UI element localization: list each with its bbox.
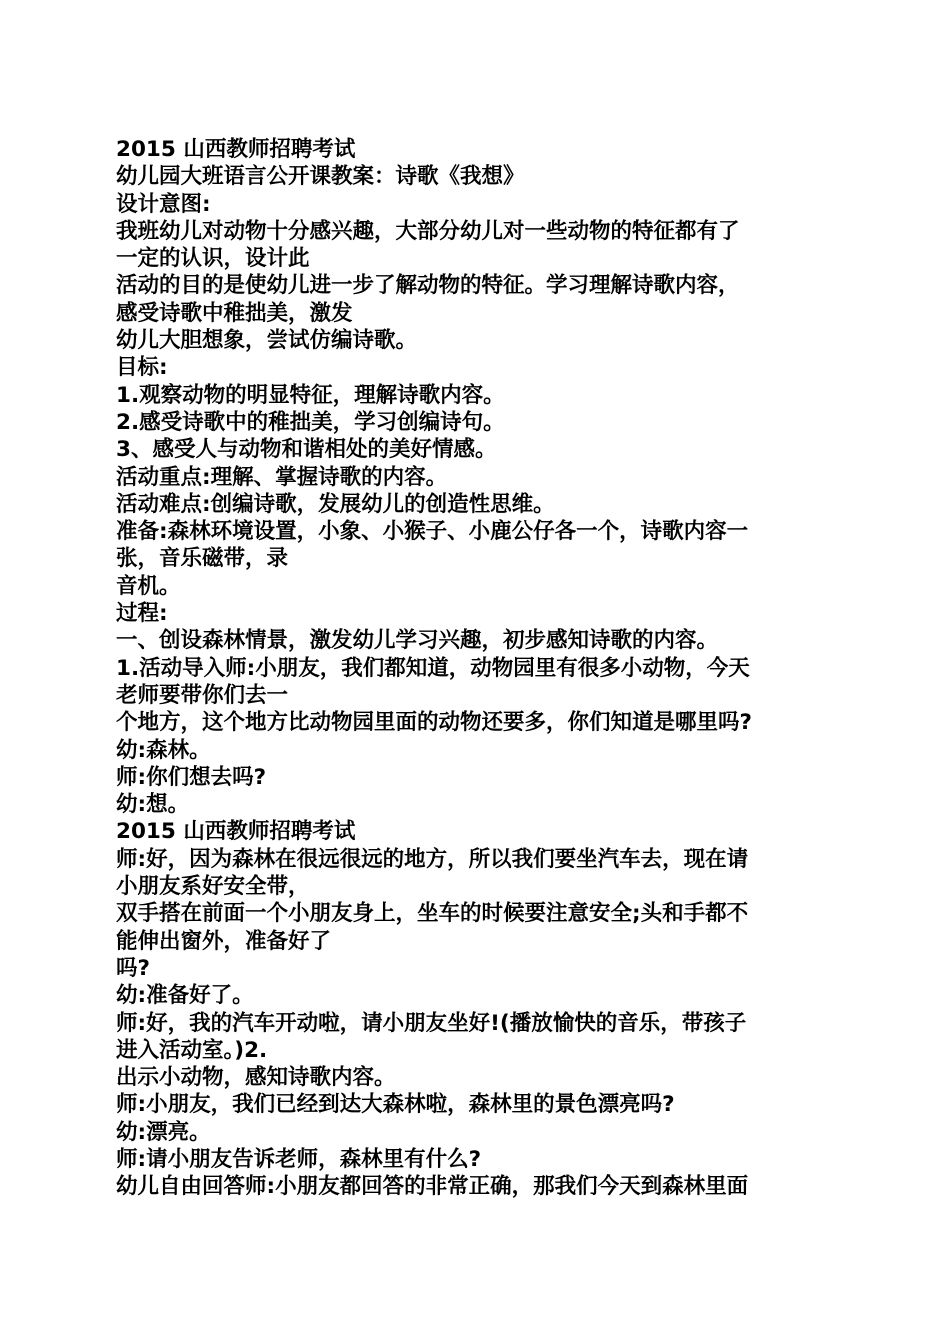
doc-line: 2015 山西教师招聘考试 bbox=[116, 819, 356, 845]
doc-line: 进入活动室。)2. bbox=[116, 1037, 268, 1063]
doc-line: 活动重点:理解、掌握诗歌的内容。 bbox=[116, 464, 448, 490]
doc-line: 能伸出窗外，准备好了 bbox=[116, 928, 332, 954]
doc-line: 老师要带你们去一 bbox=[116, 682, 289, 708]
doc-line: 幼:准备好了。 bbox=[116, 983, 254, 1009]
doc-line: 过程: bbox=[116, 601, 168, 627]
doc-line: 活动难点:创编诗歌，发展幼儿的创造性思维。 bbox=[116, 491, 555, 517]
doc-line: 吗? bbox=[116, 955, 150, 981]
doc-line: 3、感受人与动物和谐相处的美好情感。 bbox=[116, 437, 497, 463]
doc-line: 张，音乐磁带，录 bbox=[116, 546, 289, 572]
document-body bbox=[116, 136, 836, 1201]
doc-line: 个地方，这个地方比动物园里面的动物还要多，你们知道是哪里吗? bbox=[116, 710, 752, 736]
doc-line: 师:请小朋友告诉老师，森林里有什么? bbox=[116, 1146, 482, 1172]
doc-line: 1.活动导入师:小朋友，我们都知道，动物园里有很多小动物，今天 bbox=[116, 655, 750, 681]
doc-line: 出示小动物，感知诗歌内容。 bbox=[116, 1065, 396, 1091]
doc-line: 幼儿自由回答师:小朋友都回答的非常正确，那我们今天到森林里面 bbox=[116, 1174, 749, 1200]
doc-line: 设计意图: bbox=[116, 191, 211, 217]
doc-line: 幼:森林。 bbox=[116, 737, 211, 763]
doc-line: 师:好，因为森林在很远很远的地方，所以我们要坐汽车去，现在请 bbox=[116, 846, 749, 872]
doc-line: 2015 山西教师招聘考试 bbox=[116, 137, 356, 162]
doc-line: 音机。 bbox=[116, 573, 181, 599]
doc-line: 一定的认识，设计此 bbox=[116, 246, 310, 272]
doc-line: 一、创设森林情景，激发幼儿学习兴趣，初步感知诗歌的内容。 bbox=[116, 628, 719, 654]
doc-line: 准备:森林环境设置，小象、小猴子、小鹿公仔各一个，诗歌内容一 bbox=[116, 519, 749, 545]
doc-line: 感受诗歌中稚拙美，激发 bbox=[116, 300, 353, 326]
doc-line: 活动的目的是使幼儿进一步了解动物的特征。学习理解诗歌内容， bbox=[116, 273, 740, 299]
doc-line: 幼儿大胆想象，尝试仿编诗歌。 bbox=[116, 328, 418, 354]
doc-line: 我班幼儿对动物十分感兴趣，大部分幼儿对一些动物的特征都有了 bbox=[116, 218, 740, 244]
doc-line: 师:好，我的汽车开动啦，请小朋友坐好!(播放愉快的音乐，带孩子 bbox=[116, 1010, 747, 1036]
doc-line: 目标: bbox=[116, 355, 168, 381]
doc-line: 幼:想。 bbox=[116, 792, 190, 818]
doc-line: 1.观察动物的明显特征，理解诗歌内容。 bbox=[116, 382, 505, 408]
doc-line: 幼:漂亮。 bbox=[116, 1119, 211, 1145]
doc-line: 师:小朋友，我们已经到达大森林啦，森林里的景色漂亮吗? bbox=[116, 1092, 675, 1118]
doc-line: 双手搭在前面一个小朋友身上，坐车的时候要注意安全;头和手都不 bbox=[116, 901, 749, 927]
doc-line: 2.感受诗歌中的稚拙美，学习创编诗句。 bbox=[116, 409, 505, 435]
doc-line: 幼儿园大班语言公开课教案：诗歌《我想》 bbox=[116, 164, 525, 190]
doc-line: 师:你们想去吗? bbox=[116, 764, 267, 790]
doc-line: 小朋友系好安全带， bbox=[116, 874, 310, 900]
